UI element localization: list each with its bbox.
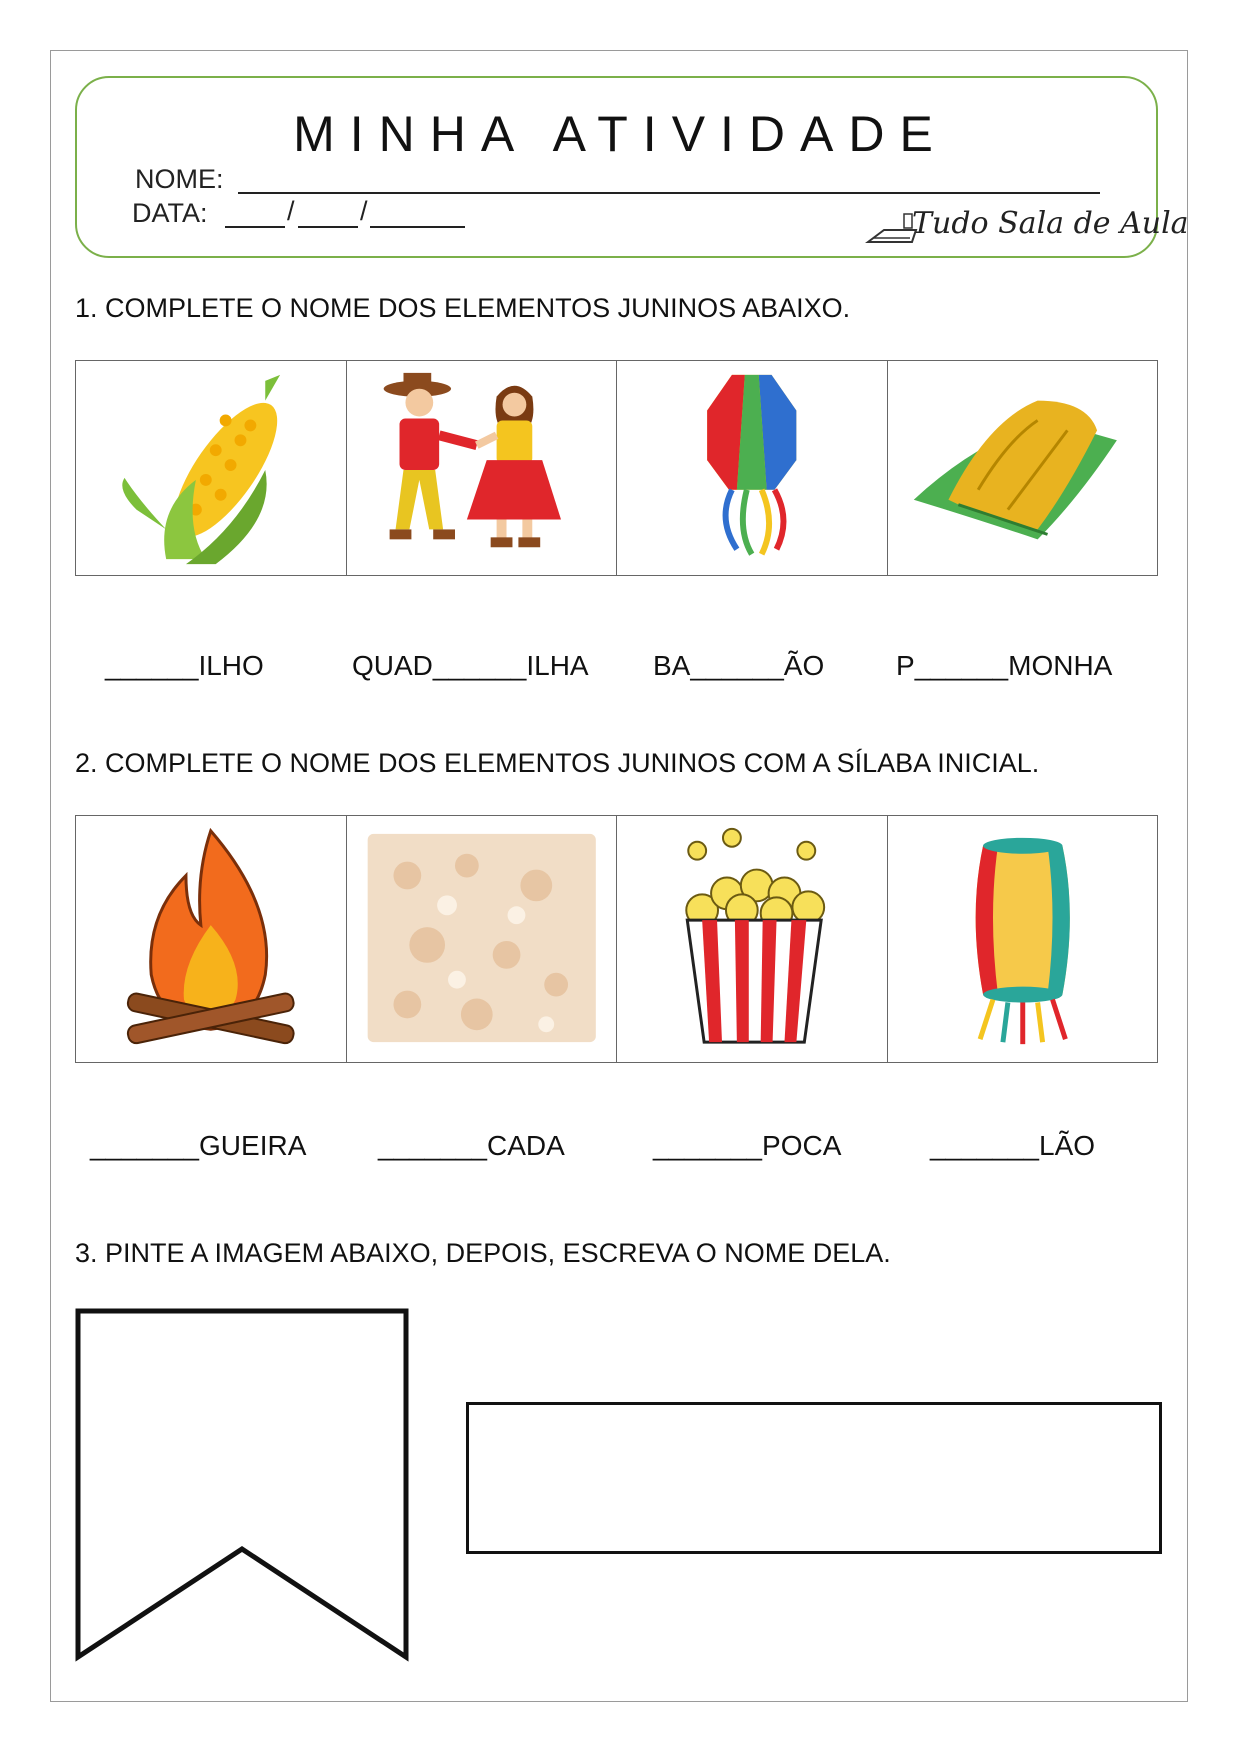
q2-cell-cocada (346, 816, 617, 1062)
q1-cell-corn (76, 361, 346, 575)
q2-image-grid (75, 815, 1158, 1063)
q2-cell-pipoca (616, 816, 887, 1062)
word-suffix: ILHO (198, 650, 264, 681)
page-title: MINHA ATIVIDADE (293, 106, 948, 162)
blank-line[interactable]: _______ (653, 1130, 763, 1161)
date-separator: / (287, 196, 295, 226)
q1-cell-balao (616, 361, 887, 575)
q1-cell-pamonha (887, 361, 1158, 575)
corn-icon (76, 361, 346, 575)
word-suffix: LÃO (1039, 1130, 1096, 1161)
word-prefix: QUAD (352, 650, 433, 681)
blank-line[interactable]: ______ (690, 650, 784, 681)
question-2: 2. COMPLETE O NOME DOS ELEMENTOS JUNINOS COM A SÍLABA INICIAL. (75, 748, 1040, 778)
answer-box[interactable] (466, 1402, 1162, 1554)
blank-line[interactable]: ______ (914, 650, 1009, 681)
word-prefix: P (896, 650, 915, 681)
blank-line[interactable]: _______ (378, 1130, 488, 1161)
dancing-couple-icon (347, 361, 617, 575)
q1-cell-quadrilha (346, 361, 617, 575)
date-month-field[interactable] (298, 226, 358, 228)
q1-word-quadrilha (352, 650, 589, 682)
word-prefix: BA (653, 650, 691, 681)
q1-image-grid (75, 360, 1158, 576)
word-suffix: ILHA (526, 650, 589, 681)
question-1: 1. COMPLETE O NOME DOS ELEMENTOS JUNINOS ABAIXO. (75, 293, 851, 323)
blank-line[interactable]: ______ (105, 650, 199, 681)
name-label: NOME: (135, 164, 224, 194)
blank-line[interactable]: _______ (930, 1130, 1040, 1161)
bandeirinha-icon[interactable] (72, 1305, 412, 1665)
pamonha-icon (888, 361, 1158, 575)
word-suffix: MONHA (1008, 650, 1113, 681)
balloon-icon (617, 361, 887, 575)
q1-word-milho (105, 650, 264, 682)
word-suffix: GUEIRA (199, 1130, 307, 1161)
date-year-field[interactable] (370, 226, 465, 228)
blank-line[interactable]: _______ (90, 1130, 200, 1161)
q2-word-cocada (378, 1130, 565, 1162)
q2-word-pipoca (653, 1130, 841, 1162)
word-suffix: ÃO (783, 650, 825, 681)
q2-word-balao (930, 1130, 1095, 1162)
bonfire-icon (76, 816, 346, 1062)
q2-cell-fogueira (76, 816, 346, 1062)
question-3: 3. PINTE A IMAGEM ABAIXO, DEPOIS, ESCREVA O NOME DELA. (75, 1238, 891, 1268)
q1-word-pamonha (896, 650, 1112, 682)
q2-cell-balao (887, 816, 1158, 1062)
blank-line[interactable]: ______ (432, 650, 527, 681)
date-day-field[interactable] (225, 226, 285, 228)
brand-name: Tudo Sala de Aula (912, 206, 1189, 241)
lantern-icon (888, 816, 1158, 1062)
q2-word-fogueira (90, 1130, 306, 1162)
cocada-icon (347, 816, 617, 1062)
word-suffix: POCA (762, 1130, 842, 1161)
date-separator: / (360, 196, 368, 226)
popcorn-icon (617, 816, 887, 1062)
name-field[interactable] (238, 192, 1100, 194)
q1-word-balao (653, 650, 824, 682)
word-suffix: CADA (487, 1130, 565, 1161)
date-label: DATA: (132, 198, 208, 228)
